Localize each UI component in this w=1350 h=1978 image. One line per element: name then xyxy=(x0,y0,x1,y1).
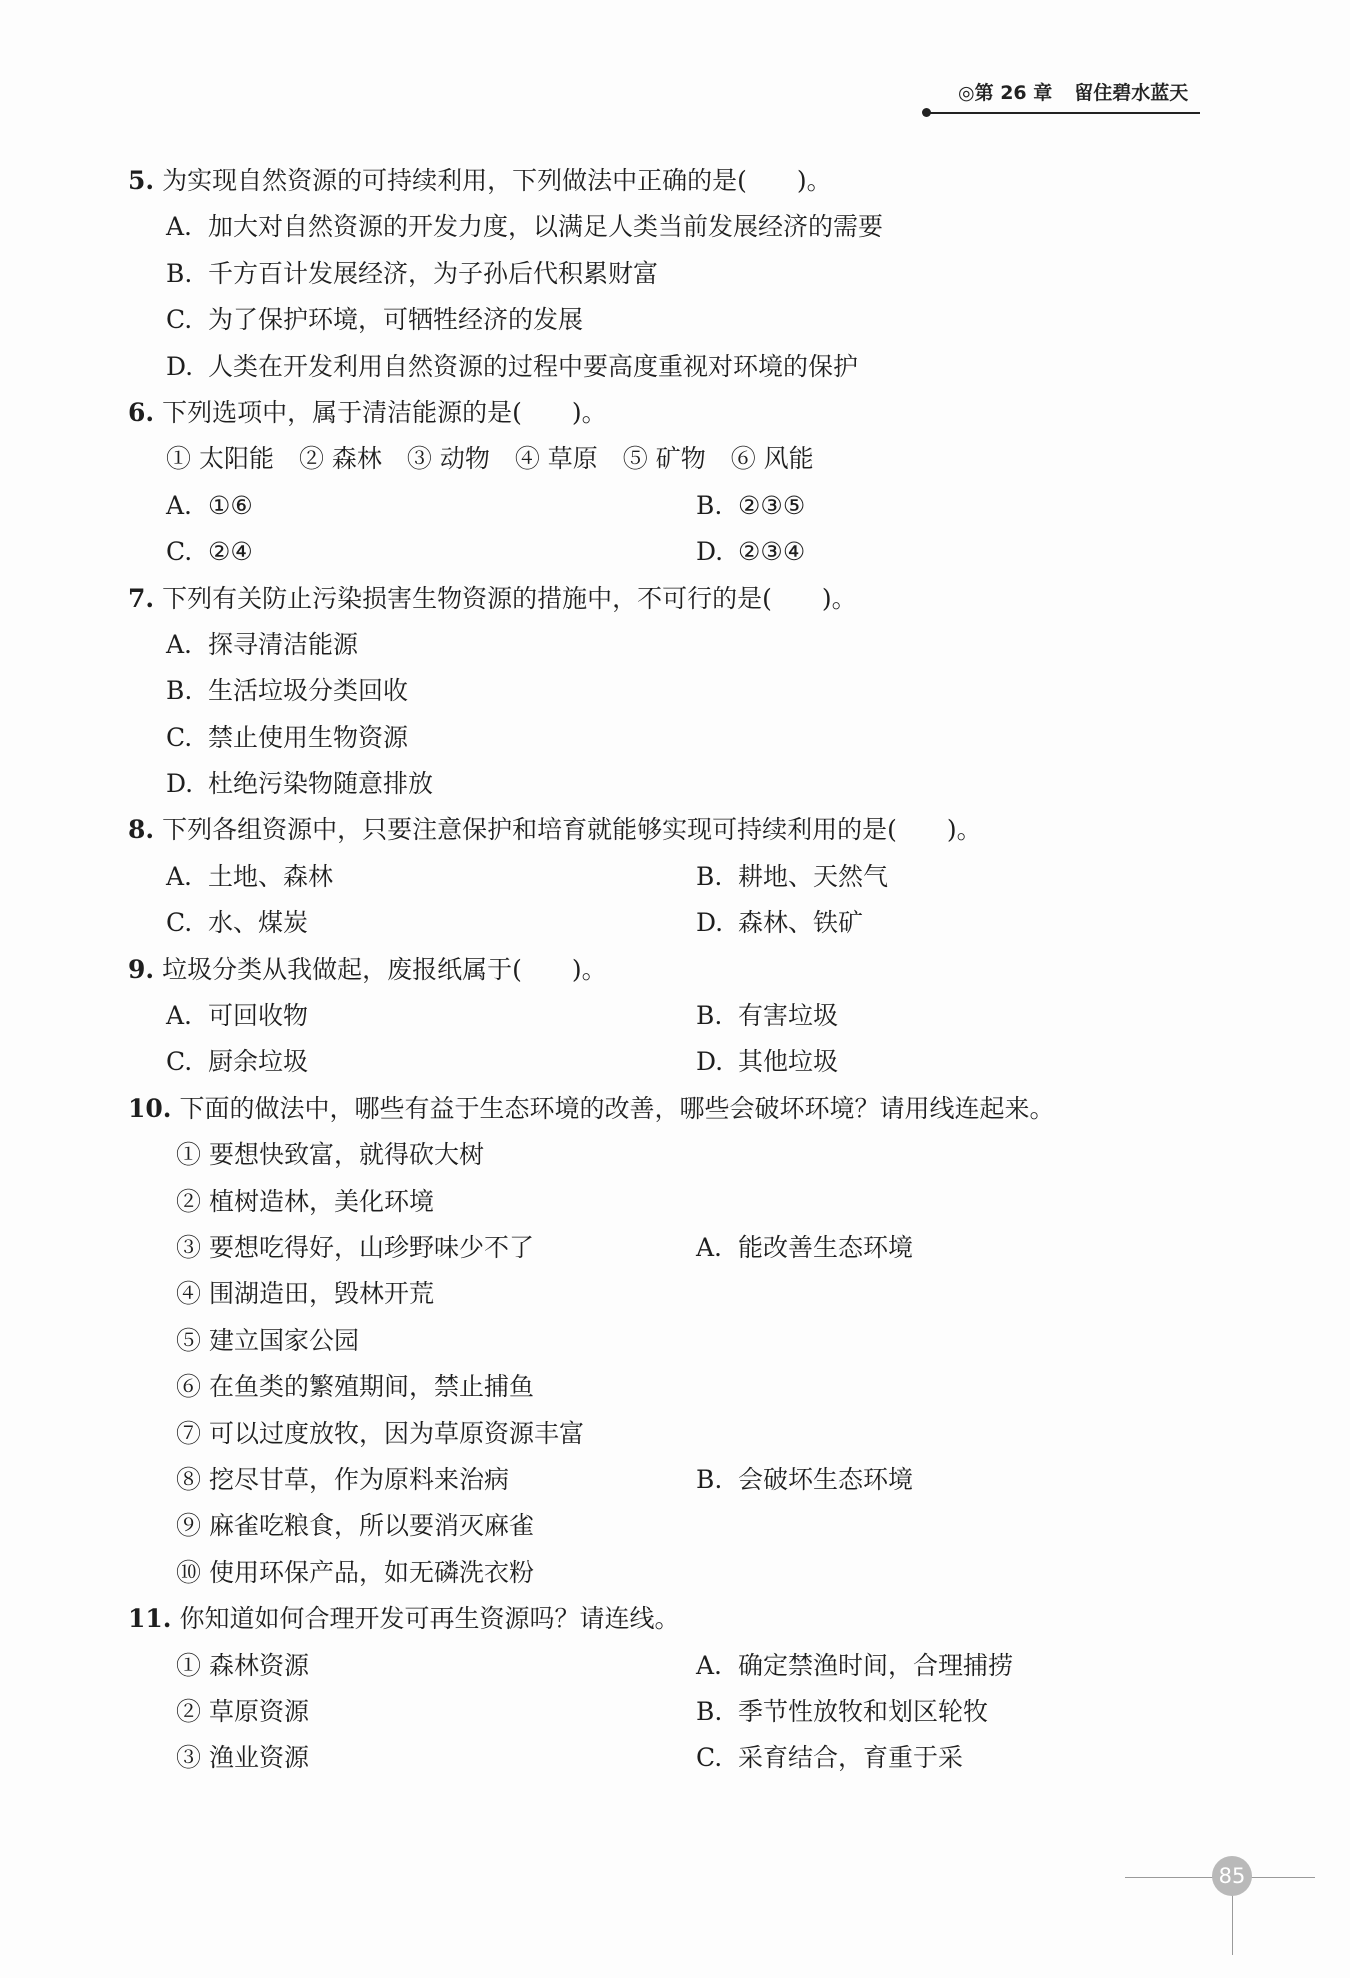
match-target-a: A. 确定禁渔时间，合理捕捞 xyxy=(696,1650,1014,1680)
list-item: ⑦ 可以过度放牧，因为草原资源丰富 xyxy=(176,1418,584,1448)
option-d: D. 杜绝污染物随意排放 xyxy=(166,769,434,799)
option-c: C. 水、煤炭 xyxy=(166,908,309,938)
option-row xyxy=(128,483,1208,529)
option-b: B. ②③⑤ xyxy=(696,490,806,520)
question-stem: 7. 下列有关防止污染损害生物资源的措施中，不可行的是( )。 xyxy=(128,583,857,613)
question-list xyxy=(128,158,1208,1782)
option-a: A. 加大对自然资源的开发力度，以满足人类当前发展经济的需要 xyxy=(166,212,884,242)
match-target-c: C. 采育结合，育重于采 xyxy=(696,1743,964,1773)
option-d: D. 其他垃圾 xyxy=(696,1047,839,1077)
option-a: A. 土地、森林 xyxy=(166,861,334,891)
list-item: ⑤ 建立国家公园 xyxy=(176,1325,359,1355)
match-row: ② 草原资源 B. 季节性放牧和划区轮牧 xyxy=(128,1689,1208,1735)
match-row: ③ 渔业资源 C. 采育结合，育重于采 xyxy=(128,1735,1208,1781)
page-number-tick xyxy=(1232,1895,1233,1955)
option-c: C. ②④ xyxy=(166,537,253,567)
option-row xyxy=(128,900,1208,946)
option-a: A. 探寻清洁能源 xyxy=(166,629,359,659)
question-stem: 8. 下列各组资源中，只要注意保护和培育就能够实现可持续利用的是( )。 xyxy=(128,815,982,845)
option-c: C. 为了保护环境，可牺牲经济的发展 xyxy=(166,305,584,335)
match-target-b: B. 季节性放牧和划区轮牧 xyxy=(696,1696,989,1726)
list-item: ③ 要想吃得好，山珍野味少不了 A. 能改善生态环境 xyxy=(128,1225,1208,1271)
option-c: C. 禁止使用生物资源 xyxy=(166,722,409,752)
option-d: D. ②③④ xyxy=(696,537,806,567)
list-item: ⑩ 使用环保产品，如无磷洗衣粉 xyxy=(176,1557,534,1587)
chapter-label: ◎第 26 章 xyxy=(958,82,1053,104)
question-stem: 10. 下面的做法中，哪些有益于生态环境的改善，哪些会破坏环境？请用线连起来。 xyxy=(128,1093,1055,1123)
option-row xyxy=(128,529,1208,575)
option-row xyxy=(128,993,1208,1039)
option-c: C. 厨余垃圾 xyxy=(166,1047,309,1077)
option-row xyxy=(128,1039,1208,1085)
match-target-b: B. 会破坏生态环境 xyxy=(696,1464,914,1494)
list-item: ⑥ 在鱼类的繁殖期间，禁止捕鱼 xyxy=(176,1372,534,1402)
question-stem: 5. 为实现自然资源的可持续利用，下列做法中正确的是( )。 xyxy=(128,166,832,195)
header-rule xyxy=(926,112,1200,114)
option-d: D. 森林、铁矿 xyxy=(696,908,864,938)
question-stem: 6. 下列选项中，属于清洁能源的是( )。 xyxy=(128,397,607,427)
list-item: ④ 围湖造田，毁林开荒 xyxy=(176,1279,434,1309)
list-item: ⑨ 麻雀吃粮食，所以要消灭麻雀 xyxy=(176,1511,534,1541)
chapter-header xyxy=(958,78,1188,105)
list-item: ① 要想快致富，就得砍大树 xyxy=(176,1140,484,1170)
list-item: ⑧ 挖尽甘草，作为原料来治病 B. 会破坏生态环境 xyxy=(128,1457,1208,1503)
option-a: A. 可回收物 xyxy=(166,1001,309,1031)
option-row xyxy=(128,854,1208,900)
match-row: ① 森林资源 A. 确定禁渔时间，合理捕捞 xyxy=(128,1643,1208,1689)
item-list: ① 太阳能 ② 森林 ③ 动物 ④ 草原 ⑤ 矿物 ⑥ 风能 xyxy=(166,444,814,474)
option-b: B. 耕地、天然气 xyxy=(696,861,889,891)
question-stem: 9. 垃圾分类从我做起，废报纸属于( )。 xyxy=(128,954,607,984)
page-number: 85 xyxy=(1212,1856,1252,1896)
list-item: ② 植树造林，美化环境 xyxy=(176,1186,434,1216)
option-b: B. 有害垃圾 xyxy=(696,1001,839,1031)
option-d: D. 人类在开发利用自然资源的过程中要高度重视对环境的保护 xyxy=(166,351,859,381)
chapter-title: 留住碧水蓝天 xyxy=(1074,82,1189,104)
option-b: B. 千方百计发展经济，为子孙后代积累财富 xyxy=(166,258,659,288)
match-target-a: A. 能改善生态环境 xyxy=(696,1232,914,1262)
option-a: A. ①⑥ xyxy=(166,490,253,520)
option-b: B. 生活垃圾分类回收 xyxy=(166,676,409,706)
question-stem: 11. 你知道如何合理开发可再生资源吗？请连线。 xyxy=(128,1604,680,1634)
